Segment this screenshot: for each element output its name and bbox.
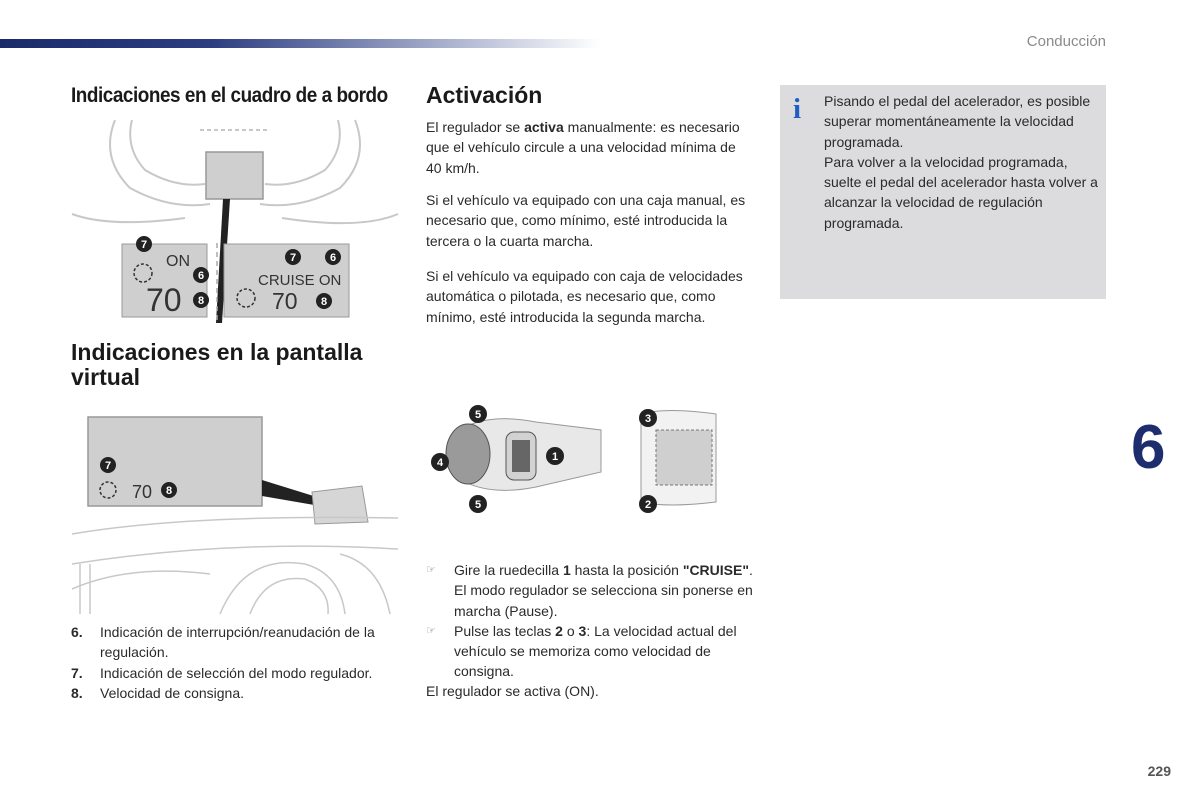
- heading-cuadro-de-a-bordo: Indicaciones en el cuadro de a bordo: [71, 84, 388, 107]
- head-up-display-figure: [70, 414, 400, 619]
- svg-text:4: 4: [436, 457, 444, 469]
- svg-text:7: 7: [104, 460, 112, 472]
- svg-text:6: 6: [329, 252, 337, 264]
- legend-item-8: 8. Velocidad de consigna.: [71, 684, 244, 701]
- svg-text:8: 8: [165, 485, 173, 497]
- svg-text:7: 7: [140, 239, 148, 251]
- activation-result: El regulador se activa (ON).: [426, 683, 599, 699]
- chapter-number: 6: [1131, 413, 1166, 482]
- svg-text:70: 70: [146, 282, 182, 318]
- activation-paragraph-3: Si el vehículo va equipado con caja de velocidades automática o pilotada, es necesario que, como mínimo, esté introducida la segunda marcha.: [426, 268, 743, 325]
- step-press-keys: ☞ Pulse las teclas 2 o 3: La velocidad actual del vehículo se memoriza como velocidad de consigna.: [426, 622, 737, 680]
- svg-text:1: 1: [551, 451, 559, 463]
- heading-pantalla-virtual: Indicaciones en la pantalla virtual: [71, 339, 363, 390]
- activation-paragraph-1: El regulador se activa manualmente: es necesario que el vehículo circule a una velocidad mínima de 40 km/h.: [426, 119, 740, 176]
- svg-text:5: 5: [474, 499, 482, 511]
- instrument-cluster-figure: [70, 118, 400, 323]
- header-color-bar: [0, 39, 600, 48]
- page-number: 229: [1147, 763, 1171, 779]
- step-rotate-wheel: ☞ Gire la ruedecilla 1 hasta la posición "CRUISE". El modo regulador se selecciona sin ponerse en marcha (Pause).: [426, 562, 753, 619]
- activation-steps: [426, 560, 756, 682]
- legend-item-7: 7. Indicación de selección del modo regulador.: [71, 664, 373, 681]
- svg-text:2: 2: [644, 499, 652, 511]
- legend-item-6: 6. Indicación de interrupción/reanudación de la regulación.: [71, 624, 375, 661]
- activation-paragraph-2: Si el vehículo va equipado con una caja manual, es necesario que, como mínimo, esté introducida la tercera o la cuarta marcha.: [426, 192, 746, 249]
- heading-activacion: Activación: [426, 82, 543, 108]
- svg-text:70: 70: [132, 482, 153, 502]
- svg-text:CRUISE ON: CRUISE ON: [258, 272, 342, 289]
- svg-text:7: 7: [289, 252, 297, 264]
- legend-list: [71, 622, 401, 703]
- svg-text:5: 5: [474, 409, 482, 421]
- info-box: [780, 85, 1106, 299]
- section-title: Conducción: [1026, 33, 1106, 50]
- svg-text:3: 3: [644, 413, 652, 425]
- svg-text:8: 8: [197, 295, 205, 307]
- cruise-stalk-figure: [426, 402, 746, 520]
- info-icon: i: [793, 93, 802, 125]
- svg-text:6: 6: [197, 270, 205, 282]
- info-text: Pisando el pedal del acelerador, es posible superar momentáneamente la velocidad programada. Para volver a la velocidad programada, suelte el pedal del acelerador hasta volver a alcanzar la velocidad de regulación programada.: [824, 93, 1098, 231]
- svg-text:70: 70: [272, 288, 298, 314]
- svg-text:ON: ON: [166, 253, 190, 270]
- svg-text:8: 8: [320, 296, 328, 308]
